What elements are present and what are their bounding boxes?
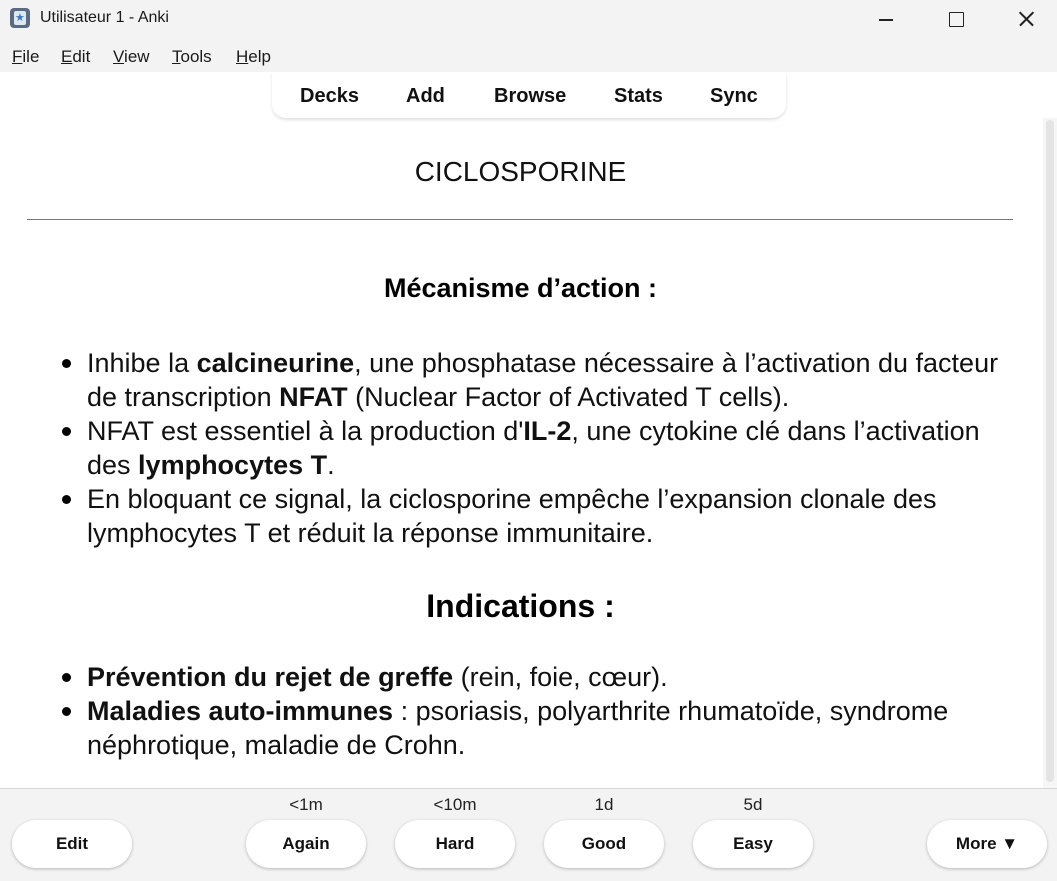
interval-hard: <10m bbox=[433, 795, 477, 814]
interval-good: 1d bbox=[594, 795, 614, 814]
text-segment: En bloquant ce signal, la ciclosporine empêche l’expansion clonale des lymphocytes T et réduit la réponse immunitaire. bbox=[87, 484, 937, 548]
mechanism-list-item bbox=[87, 414, 1017, 482]
toolbar-sync[interactable]: Sync bbox=[710, 85, 758, 107]
text-segment: , une phosphatase nécessaire à l’activation du facteur de transcription bbox=[87, 348, 999, 412]
menu-help[interactable]: Help bbox=[236, 47, 271, 66]
bold-text: Maladies auto-immunes bbox=[87, 696, 394, 726]
interval-easy: 5d bbox=[743, 795, 763, 814]
indication-list-item bbox=[87, 660, 987, 694]
indication-list-item bbox=[87, 694, 987, 762]
indications-list bbox=[87, 660, 987, 762]
maximize-icon[interactable] bbox=[932, 0, 978, 38]
toolbar-add[interactable]: Add bbox=[406, 85, 445, 107]
indications-heading: Indications : bbox=[426, 588, 615, 624]
text-segment: (rein, foie, cœur). bbox=[453, 662, 668, 692]
menu-bar bbox=[0, 38, 1057, 72]
mechanism-heading: Mécanisme d’action : bbox=[383, 273, 658, 303]
interval-again: <1m bbox=[289, 795, 323, 814]
card-view bbox=[0, 118, 1043, 788]
text-segment: , une cytokine clé dans l’activation des bbox=[87, 416, 980, 480]
bold-text: Prévention du rejet de greffe bbox=[87, 662, 454, 692]
bold-text: NFAT bbox=[279, 382, 348, 412]
easy-button[interactable]: Easy bbox=[693, 820, 813, 868]
menu-view[interactable]: View bbox=[113, 47, 150, 66]
text-segment: : psoriasis, polyarthrite rhumatoïde, syndrome néphrotique, maladie de Crohn. bbox=[87, 696, 949, 760]
answer-bar bbox=[0, 788, 1057, 881]
text-segment: NFAT est essentiel à la production d' bbox=[87, 416, 524, 446]
hard-button[interactable]: Hard bbox=[395, 820, 515, 868]
main-toolbar bbox=[272, 72, 786, 118]
mechanism-list bbox=[87, 346, 1017, 550]
bold-text: calcineurine bbox=[196, 348, 355, 378]
toolbar-browse[interactable]: Browse bbox=[494, 85, 567, 107]
toolbar-stats[interactable]: Stats bbox=[614, 85, 663, 107]
anki-app-icon bbox=[10, 8, 30, 28]
minimize-icon[interactable] bbox=[861, 0, 907, 38]
text-segment: (Nuclear Factor of Activated T cells). bbox=[347, 382, 790, 412]
close-icon[interactable] bbox=[1002, 0, 1048, 38]
scrollbar-thumb[interactable] bbox=[1046, 120, 1054, 782]
bold-text: IL-2 bbox=[523, 416, 572, 446]
menu-edit[interactable]: Edit bbox=[61, 47, 91, 66]
edit-button[interactable]: Edit bbox=[12, 820, 132, 868]
bold-text: lymphocytes T bbox=[138, 450, 328, 480]
more-button[interactable]: More ▼ bbox=[927, 820, 1047, 868]
card-front: CICLOSPORINE bbox=[414, 156, 627, 187]
mechanism-list-item bbox=[87, 346, 1017, 414]
again-button[interactable]: Again bbox=[246, 820, 366, 868]
answer-divider bbox=[27, 219, 1013, 220]
good-button[interactable]: Good bbox=[544, 820, 664, 868]
text-segment: . bbox=[327, 450, 335, 480]
mechanism-list-item bbox=[87, 482, 1017, 550]
window-title: Utilisateur 1 - Anki bbox=[40, 9, 169, 26]
menu-file[interactable]: File bbox=[12, 47, 40, 66]
menu-tools[interactable]: Tools bbox=[172, 47, 212, 66]
text-segment: Inhibe la bbox=[87, 348, 197, 378]
title-bar bbox=[0, 0, 1057, 38]
toolbar-decks[interactable]: Decks bbox=[300, 85, 359, 107]
